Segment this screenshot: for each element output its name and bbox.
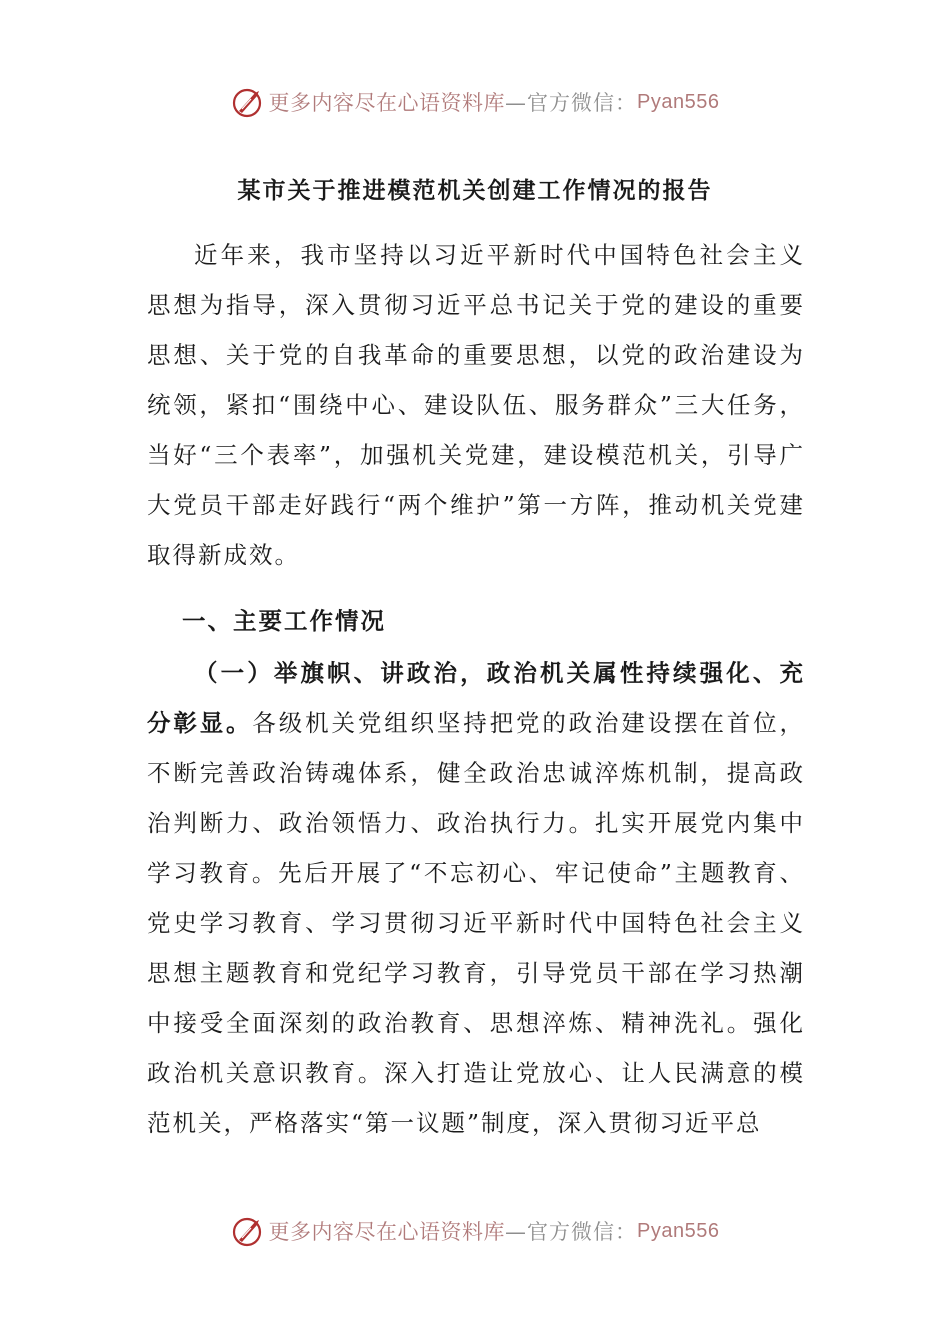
watermark-text-wechat: —官方微信：: [505, 91, 638, 115]
subsection-body: 各级机关党组织坚持把党的政治建设摆在首位，不断完善政治铸魂体系，健全政治忠诚淬炼机制，提高政治判断力、政治领悟力、政治执行力。扎实开展党内集中学习教育。先后开展了“不忘初心、牢记使命”主题教育、党史学习教育、学习贯彻习近平新时代中国特色社会主义思想主题教育和党纪学习教育，引导党员干部在学习热潮中接受全面深刻的政治教育、思想淬炼、精神洗礼。强化政治机关意识教育。深入打造让党放心、让人民满意的模范机关，严格落实“第一议题”制度，深入贯彻习近平总: [147, 709, 806, 1137]
subsection-heading: （一）举旗帜、讲政治，政治机关属性持续强化、充分彰显。: [147, 659, 805, 737]
section-heading: 一、主要工作情况: [182, 607, 386, 635]
document-body: [147, 230, 805, 1148]
subsection-paragraph: [147, 648, 805, 1148]
watermark-text-id: Pyan556: [637, 1219, 720, 1242]
quill-pen-icon: [231, 1214, 265, 1248]
watermark-text-wechat: —官方微信：: [505, 1220, 638, 1244]
intro-paragraph: 近年来，我市坚持以习近平新时代中国特色社会主义思想为指导，深入贯彻习近平总书记关于党的建设的重要思想、关于党的自我革命的重要思想，以党的政治建设为统领，紧扣“围绕中心、建设队伍、服务群众”三大任务，当好“三个表率”，加强机关党建，建设模范机关，引导广大党员干部走好践行“两个维护”第一方阵，推动机关党建取得新成效。: [147, 241, 805, 569]
watermark-text-id: Pyan556: [637, 90, 720, 113]
watermark-text-main: 更多内容尽在心语资料库: [268, 1220, 506, 1244]
quill-pen-icon: [231, 85, 265, 119]
watermark-text-main: 更多内容尽在心语资料库: [268, 91, 506, 115]
document-title: 某市关于推进模范机关创建工作情况的报告: [237, 177, 713, 204]
watermark-banner-top: [0, 82, 950, 122]
watermark-banner-bottom: [0, 1211, 950, 1251]
